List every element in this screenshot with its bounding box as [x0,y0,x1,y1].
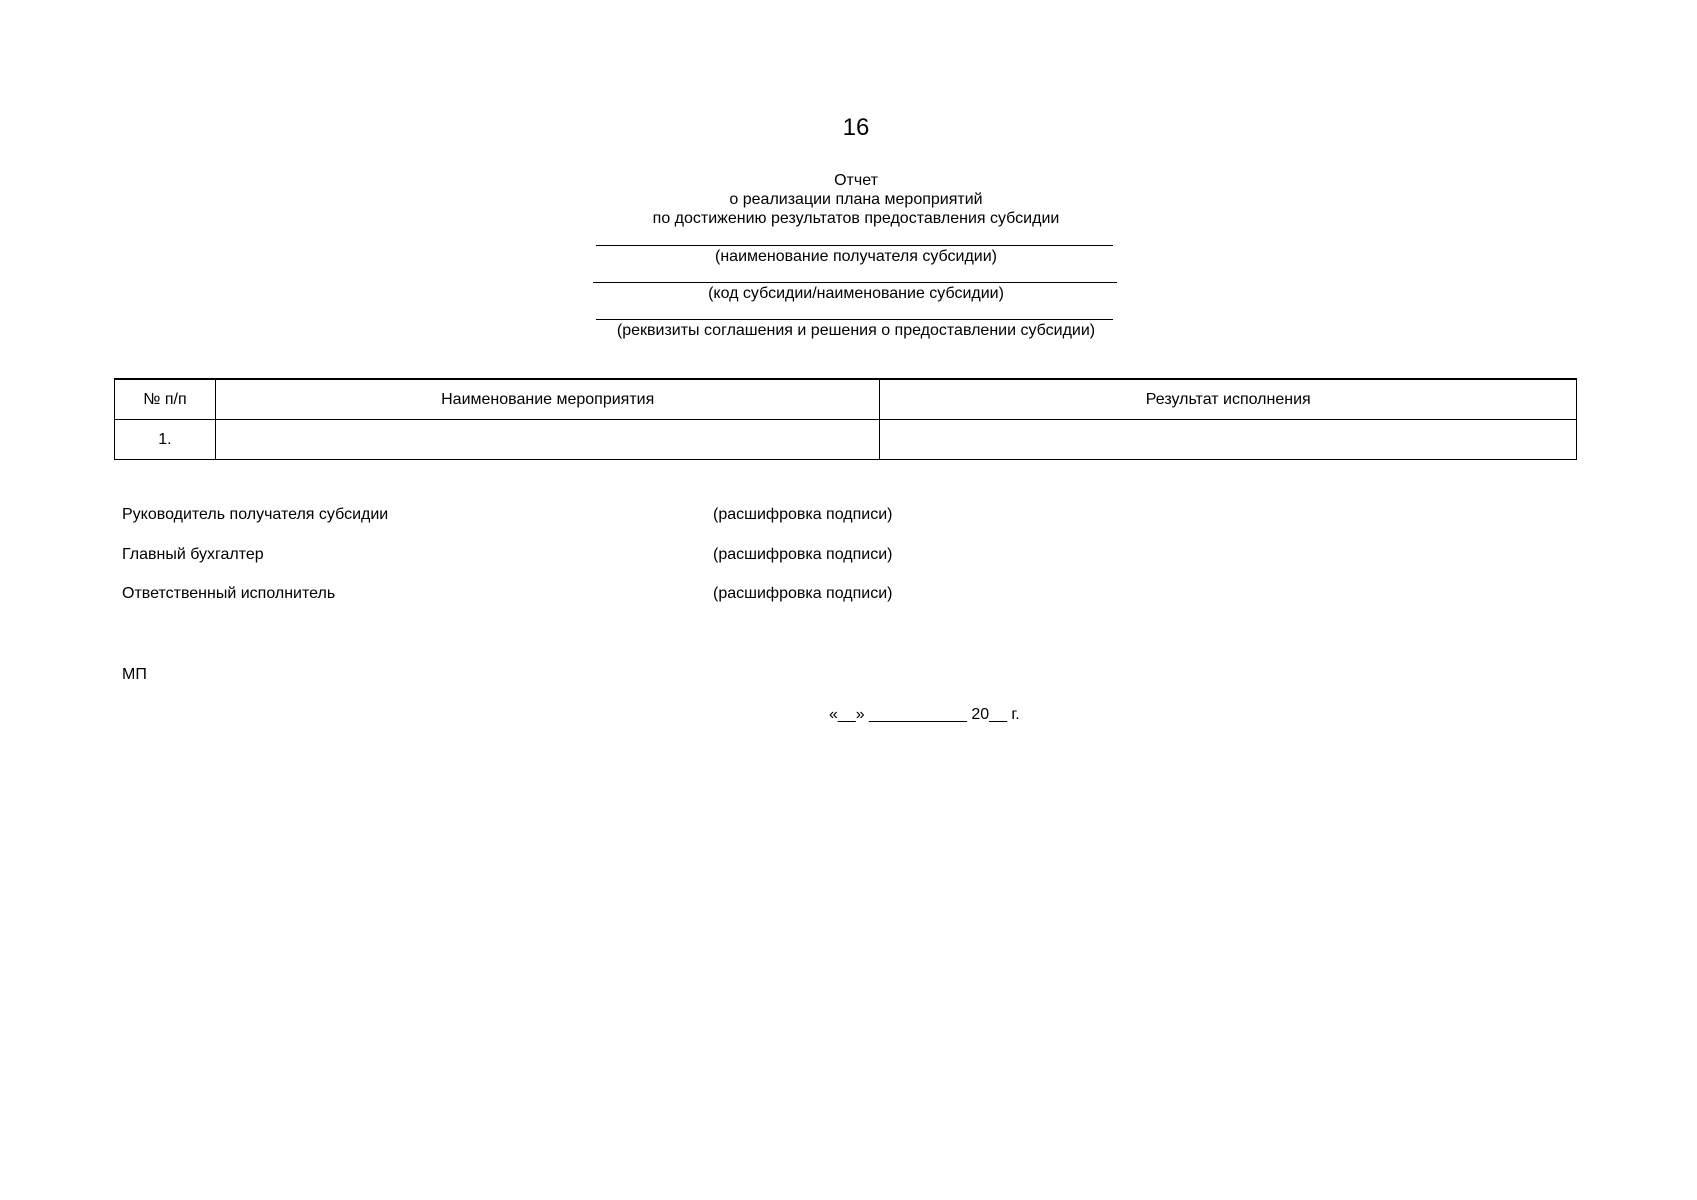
signature-decode-executor: (расшифровка подписи) [713,585,893,602]
header-result: Результат исполнения [880,379,1577,420]
header-number: № п/п [115,379,216,420]
page-number: 16 [842,114,870,141]
date-line: «__» ___________ 20__ г. [829,706,1020,723]
report-title [0,171,1697,228]
cell-number: 1. [115,420,216,460]
header-event-name: Наименование мероприятия [215,379,880,420]
recipient-name-caption: (наименование получателя субсидии) [715,248,997,265]
agreement-details-caption: (реквизиты соглашения и решения о предоставлении субсидии) [616,322,1096,339]
signature-decode-head: (расшифровка подписи) [713,506,893,523]
agreement-details-line [596,319,1113,320]
table-header-row [115,379,1577,420]
subsidy-code-line [593,282,1117,283]
signature-role-executor: Ответственный исполнитель [122,585,336,602]
subsidy-code-caption: (код субсидии/наименование субсидии) [708,285,1004,302]
signature-decode-accountant: (расшифровка подписи) [713,546,893,563]
cell-event-name [215,420,880,460]
cell-result [880,420,1577,460]
signature-role-accountant: Главный бухгалтер [122,546,264,563]
events-table [114,378,1577,460]
signature-role-head: Руководитель получателя субсидии [122,506,389,523]
stamp-place: МП [122,666,147,683]
recipient-name-line [596,245,1113,246]
title-line-1: Отчет [834,172,878,189]
title-line-3: по достижению результатов предоставления субсидии [652,210,1060,227]
table-row [115,420,1577,460]
title-line-2: о реализации плана мероприятий [729,191,983,208]
